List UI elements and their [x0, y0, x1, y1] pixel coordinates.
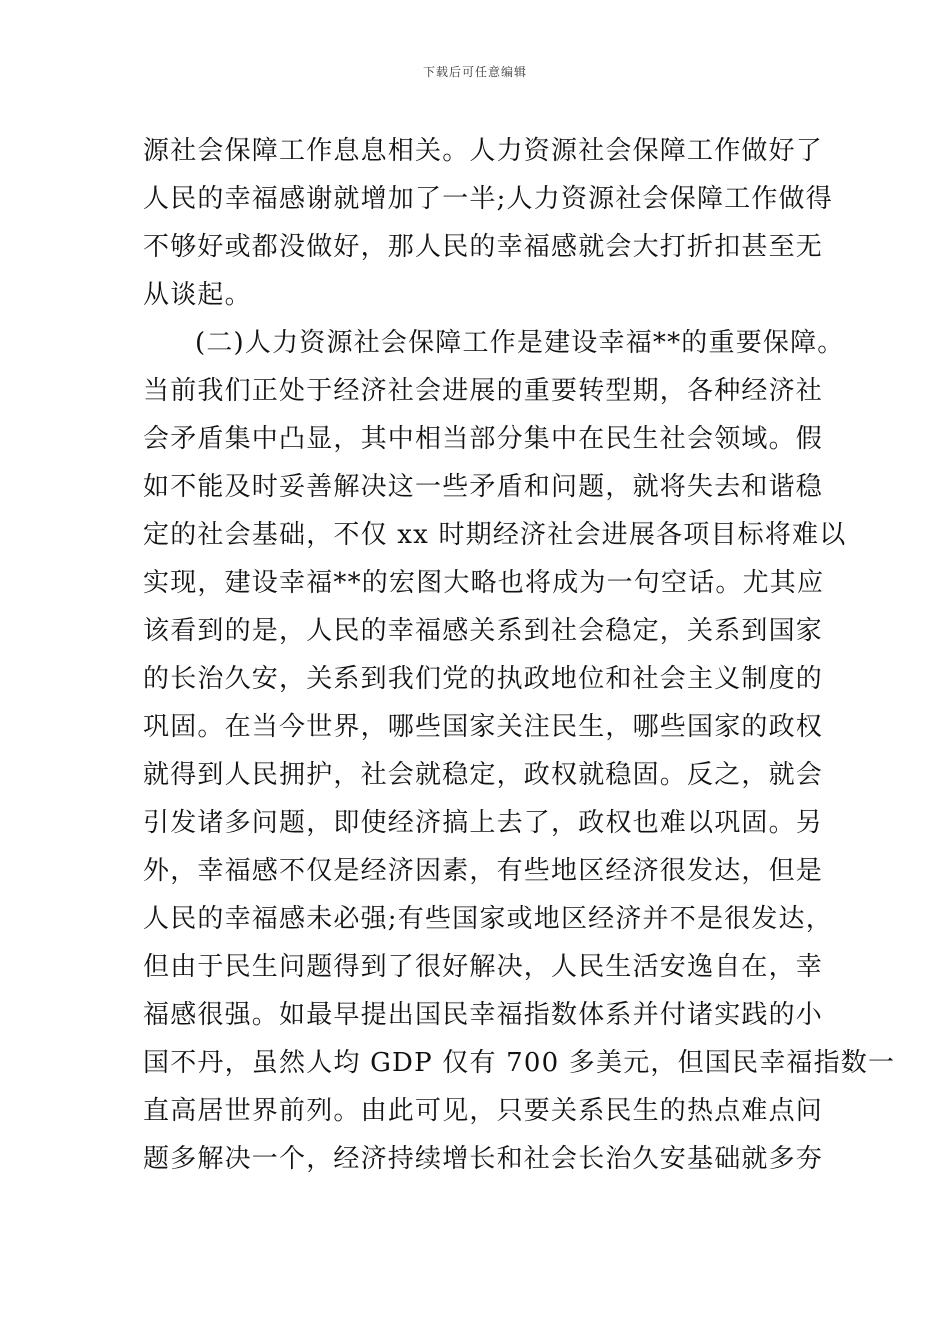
document-body: [143, 127, 896, 1183]
text-line: 该看到的是，人民的幸福感关系到社会稳定，关系到国家: [143, 616, 824, 646]
text-line: 福感很强。如最早提出国民幸福指数体系并付诸实践的小: [143, 1000, 824, 1030]
text-line: 的长治久安，关系到我们党的执政地位和社会主义制度的: [143, 664, 824, 694]
text-line: 引发诸多问题，即使经济搞上去了，政权也难以巩固。另: [143, 808, 824, 838]
page-header: 下载后可任意编辑: [422, 65, 527, 79]
text-line: 巩固。在当今世界，哪些国家关注民生，哪些国家的政权: [143, 712, 824, 742]
text-line: 国不丹，虽然人均 GDP 仅有 700 多美元，但国民幸福指数一: [143, 1048, 896, 1078]
text-line: 当前我们正处于经济社会进展的重要转型期，各种经济社: [143, 376, 824, 406]
text-line: 但由于民生问题得到了很好解决，人民生活安逸自在，幸: [143, 952, 824, 982]
text-line: 实现，建设幸福**的宏图大略也将成为一句空话。尤其应: [143, 568, 825, 598]
text-line: 从谈起。: [143, 280, 252, 310]
text-line: 人民的幸福感谢就增加了一半;人力资源社会保障工作做得: [143, 184, 833, 214]
section-heading-line: (二)人力资源社会保障工作是建设幸福**的重要保障。: [195, 328, 845, 358]
text-line: 如不能及时妥善解决这一些矛盾和问题，就将失去和谐稳: [143, 472, 824, 502]
text-line: 会矛盾集中凸显，其中相当部分集中在民生社会领域。假: [143, 424, 824, 454]
text-line: 外，幸福感不仅是经济因素，有些地区经济很发达，但是: [143, 856, 824, 886]
text-line: 题多解决一个，经济持续增长和社会长治久安基础就多夯: [143, 1144, 824, 1174]
text-line: 不够好或都没做好，那人民的幸福感就会大打折扣甚至无: [143, 232, 824, 262]
text-line: 人民的幸福感未必强;有些国家或地区经济并不是很发达，: [143, 904, 833, 934]
text-line: 就得到人民拥护，社会就稳定，政权就稳固。反之，就会: [143, 760, 824, 790]
text-line: 直高居世界前列。由此可见，只要关系民生的热点难点问: [143, 1096, 824, 1126]
text-line: 定的社会基础，不仅 xx 时期经济社会进展各项目标将难以: [143, 520, 847, 550]
text-line: 源社会保障工作息息相关。人力资源社会保障工作做好了: [143, 136, 824, 166]
